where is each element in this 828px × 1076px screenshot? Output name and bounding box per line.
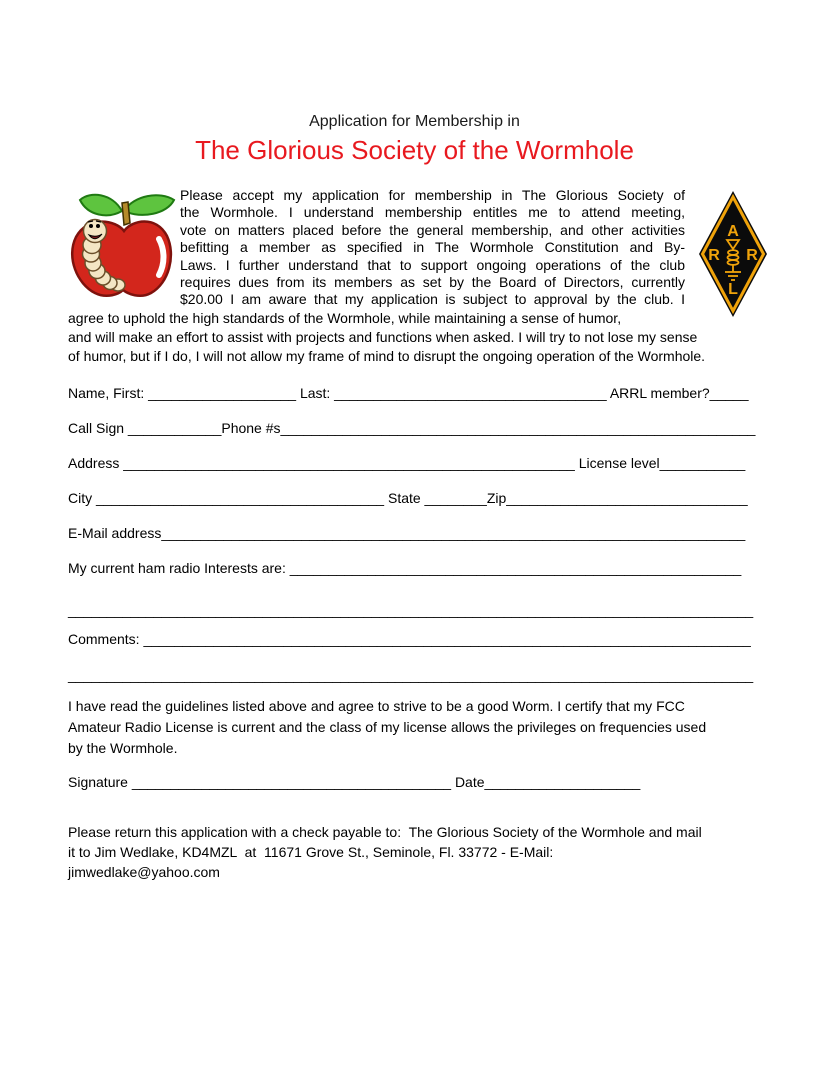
form-row-callsign-phone: Call Sign ____________Phone #s_____________________________________________________________ xyxy=(68,419,756,436)
return-line: it to Jim Wedlake, KD4MZL at 11671 Grove St., Seminole, Fl. 33772 - E-Mail: xyxy=(68,843,554,860)
intro-paragraph-full xyxy=(68,309,761,366)
agreement-line: Amateur Radio License is current and the class of my license allows the privileges on frequencies used xyxy=(68,718,707,735)
arrl-letter-r-left: R xyxy=(708,247,720,264)
arrl-letter-l: L xyxy=(728,281,738,298)
return-instructions xyxy=(68,822,761,882)
intro-line: of humor, but if I do, I will not allow my frame of mind to disrupt the ongoing operation of the Wormhole. xyxy=(68,347,706,364)
intro-line: agree to uphold the high standards of the Wormhole, while maintaining a sense of humor, xyxy=(68,309,622,326)
form-row-email: E-Mail address___________________________________________________________________________ xyxy=(68,524,746,541)
arrl-letter-r-right: R xyxy=(746,247,758,264)
document-title: The Glorious Society of the Wormhole xyxy=(195,135,634,165)
signature-date-row: Signature _________________________________________ Date____________________ xyxy=(68,773,641,790)
form-fields-section xyxy=(68,386,761,683)
form-row-address-license: Address __________________________________________________________ License level___________ xyxy=(68,454,746,471)
intro-line: Please accept my application for membership in The Glorious Society of xyxy=(180,187,685,203)
form-row-name-arrl: Name, First: ___________________ Last: ___________________________________ ARRL member?_____ xyxy=(68,384,749,401)
intro-line: $20.00 I am aware that my application is subject to approval by the club. I xyxy=(180,291,685,308)
agreement-paragraph xyxy=(68,696,761,759)
intro-paragraph-indented xyxy=(180,187,685,309)
form-row-interests: My current ham radio Interests are: __________________________________________________________ xyxy=(68,559,742,576)
agreement-line: by the Wormhole. xyxy=(68,739,178,756)
form-row-city-state-zip: City _____________________________________ State ________Zip_______________________________ xyxy=(68,489,748,506)
intro-line: requires dues from its members as set by the Board of Directors, currently xyxy=(180,274,685,291)
intro-line: Laws. I further understand that to support ongoing operations of the club xyxy=(180,256,685,273)
return-line: jimwedlake@yahoo.com xyxy=(68,863,220,880)
agreement-line: I have read the guidelines listed above and agree to strive to be a good Worm. I certify that my FCC xyxy=(68,697,685,714)
form-row-blank-line-2: ________________________________________________________________________________________ xyxy=(68,666,754,683)
intro-line: and will make an effort to assist with projects and functions when asked. I will try to not lose my sense xyxy=(68,328,698,345)
intro-line: the Wormhole. I understand membership entitles me to attend meeting, xyxy=(180,204,685,221)
apple-worm-icon xyxy=(62,189,179,301)
form-row-blank-line-1: ________________________________________________________________________________________ xyxy=(68,601,754,618)
return-line: Please return this application with a check payable to: The Glorious Society of the Wormhole and mail xyxy=(68,823,702,840)
intro-line: befitting a member as specified in The Wormhole Constitution and By- xyxy=(180,239,685,256)
intro-section xyxy=(68,187,761,366)
intro-line: vote on matters placed before the general membership, and other activities xyxy=(180,221,685,238)
arrl-diamond-icon xyxy=(698,190,768,318)
document-subtitle: Application for Membership in xyxy=(309,113,520,130)
arrl-letter-a: A xyxy=(727,223,739,240)
form-row-comments: Comments: ______________________________________________________________________________ xyxy=(68,630,751,647)
